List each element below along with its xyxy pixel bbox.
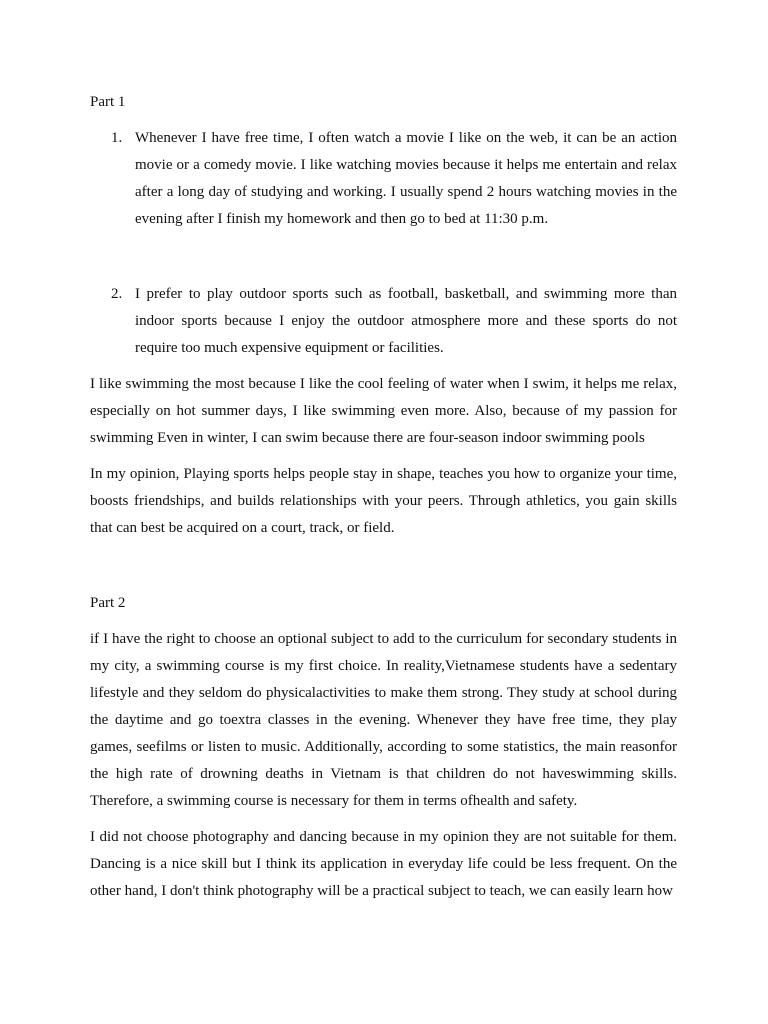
- list-item: [90, 281, 677, 362]
- part-2-heading: Part 2: [90, 595, 126, 611]
- paragraph-optional-subject: if I have the right to choose an optional subject to add to the curriculum for secondary students in my city, a swimming course is my first choice. In reality,Vietnamese students have a sedentary lifestyle and they seldom do physicalactivities to make them strong. They study at school during the daytime and go toextra classes in the evening. Whenever they have free time, they play games, seefilms or listen to music. Additionally, according to some statistics, the main reasonfor the high rate of drowning deaths in Vietnam is that children do not haveswimming skills. Therefore, a swimming course is necessary for them in terms ofhealth and safety.: [90, 631, 677, 809]
- part-1-numbered-list: [90, 125, 677, 362]
- paragraph-sports-opinion: In my opinion, Playing sports helps people stay in shape, teaches you how to organize your time, boosts friendships, and builds relationships with your peers. Through athletics, you gain skills that can best be acquired on a court, track, or field.: [90, 466, 677, 536]
- list-item: [90, 125, 677, 233]
- section-spacer: [90, 551, 677, 590]
- part-1-heading: Part 1: [90, 94, 126, 110]
- paragraph-swimming-preference: I like swimming the most because I like the cool feeling of water when I swim, it helps me relax, especially on hot summer days, I like swimming even more. Also, because of my passion for swimming Even in winter, I can swim because there are four-season indoor swimming pools: [90, 376, 677, 446]
- list-item-text: I prefer to play outdoor sports such as football, basketball, and swimming more than indoor sports because I enjoy the outdoor atmosphere more and these sports do not require too much expensive equipment or facilities.: [135, 286, 677, 356]
- list-item-number: 1.: [111, 130, 123, 146]
- paragraph-photography-dancing: I did not choose photography and dancing because in my opinion they are not suitable for them. Dancing is a nice skill but I think its application in everyday life could be less frequent. On the other hand, I don't think photography will be a practical subject to teach, we can easily learn how: [90, 829, 677, 899]
- list-item-text: Whenever I have free time, I often watch a movie I like on the web, it can be an action movie or a comedy movie. I like watching movies because it helps me entertain and relax after a long day of studying and working. I usually spend 2 hours watching movies in the evening after I finish my homework and then go to bed at 11:30 p.m.: [135, 130, 677, 227]
- list-item-number: 2.: [111, 286, 123, 302]
- document-page: [90, 89, 677, 914]
